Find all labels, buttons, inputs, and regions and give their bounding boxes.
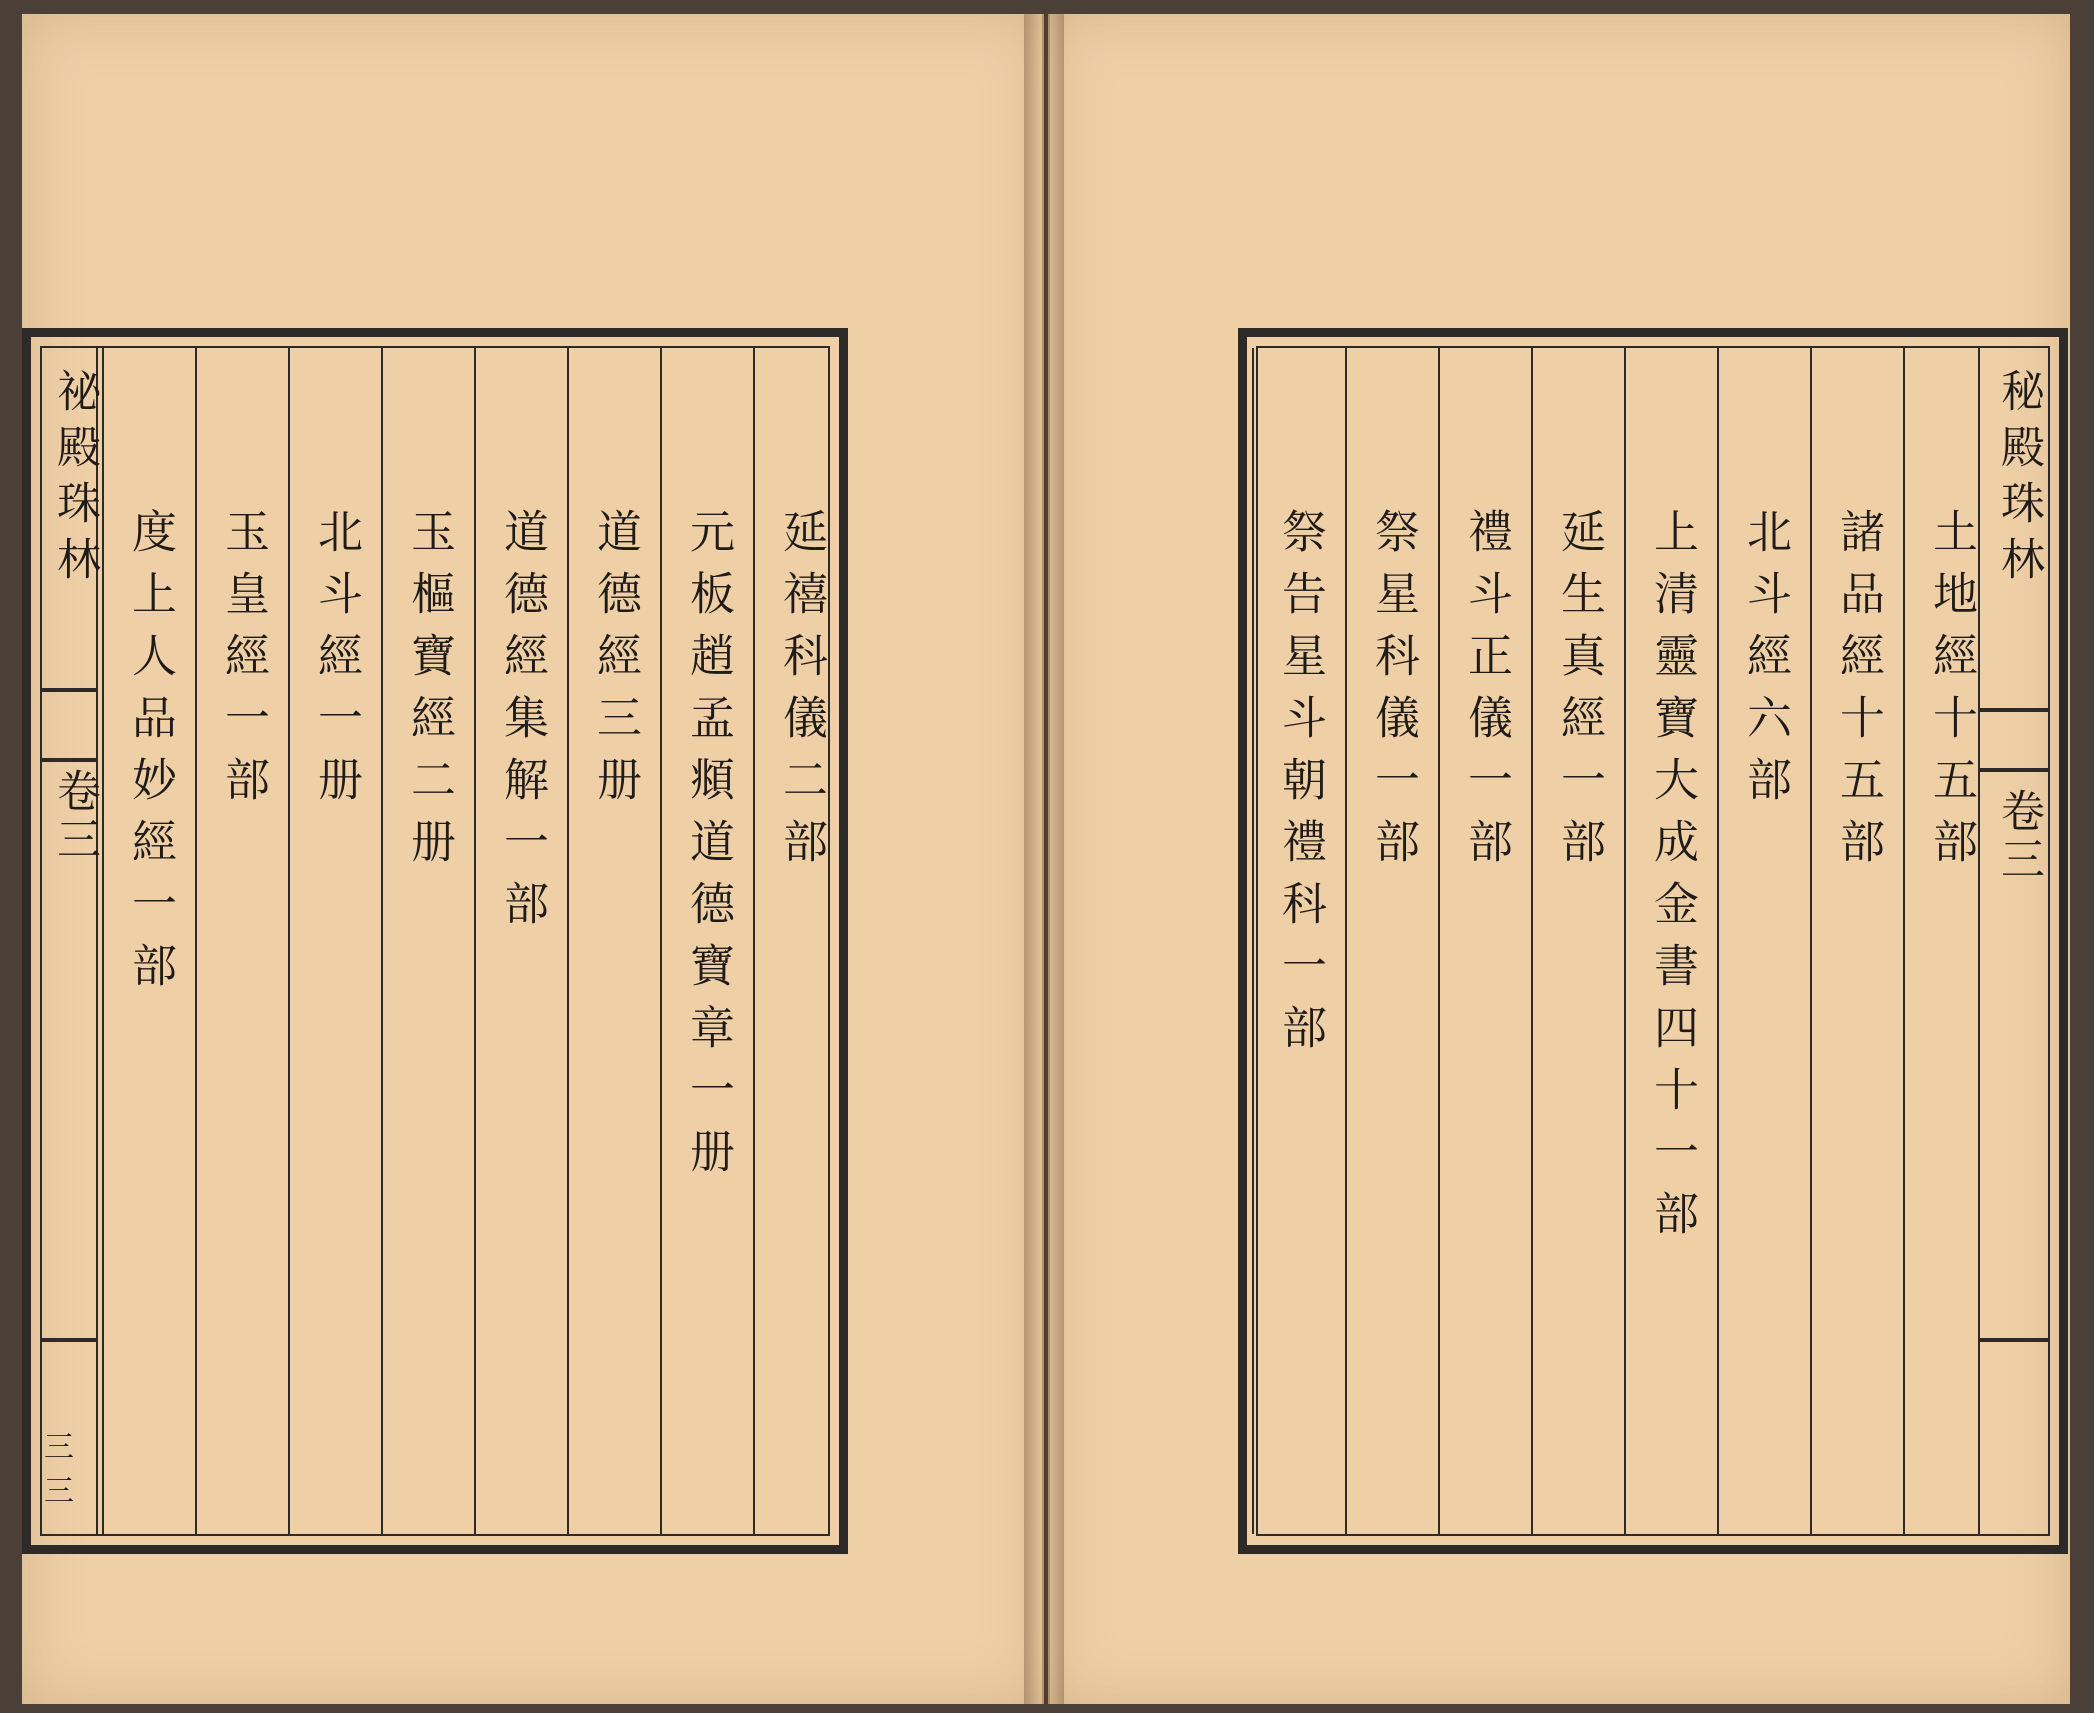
text-column: 禮斗正儀一部 xyxy=(1460,508,1513,880)
left-page-frame xyxy=(22,328,848,1554)
fish-tail-mark xyxy=(40,688,96,692)
text-column: 玉皇經一部 xyxy=(217,508,270,818)
column-rule xyxy=(753,348,755,1534)
text-column: 玉樞寶經二册 xyxy=(403,508,456,880)
column-rule xyxy=(1717,348,1719,1534)
column-rule xyxy=(567,348,569,1534)
text-column: 祭星科儀一部 xyxy=(1367,508,1420,880)
column-rule xyxy=(1903,348,1905,1534)
page-number: 三三 xyxy=(44,1430,76,1509)
spine-volume: 卷三 xyxy=(1993,788,2044,884)
spine-volume: 卷三 xyxy=(49,768,100,864)
spine-title: 秘殿珠林 xyxy=(1993,368,2044,592)
text-column: 延生真經一部 xyxy=(1553,508,1606,880)
spine-title: 祕殿珠林 xyxy=(49,368,100,592)
fish-tail-mark xyxy=(40,758,96,762)
left-page-inner-border xyxy=(40,346,830,1536)
right-page-inner-border xyxy=(1256,346,2050,1536)
column-rule xyxy=(1810,348,1812,1534)
book-gutter xyxy=(1024,14,1064,1704)
column-rule xyxy=(1624,348,1626,1534)
text-column: 度上人品妙經一部 xyxy=(124,508,177,1004)
text-column: 道德經三册 xyxy=(589,508,642,818)
text-column: 元板趙孟頫道德寶章一册 xyxy=(682,508,735,1190)
column-rule xyxy=(195,348,197,1534)
text-column: 北斗經六部 xyxy=(1739,508,1792,818)
text-column: 上清靈寶大成金書四十一部 xyxy=(1646,508,1699,1252)
right-page-spine xyxy=(1978,348,2050,1534)
column-rule xyxy=(102,348,104,1534)
fish-tail-mark xyxy=(1980,708,2050,712)
text-column: 北斗經一册 xyxy=(310,508,363,818)
column-rule xyxy=(1252,348,1254,1534)
fish-tail-mark xyxy=(40,1338,96,1342)
column-rule xyxy=(288,348,290,1534)
column-rule xyxy=(1438,348,1440,1534)
text-column: 祭告星斗朝禮科一部 xyxy=(1274,508,1327,1066)
column-rule xyxy=(660,348,662,1534)
column-rule xyxy=(1531,348,1533,1534)
left-page-spine xyxy=(40,348,98,1534)
fish-tail-mark xyxy=(1980,768,2050,772)
text-column: 諸品經十五部 xyxy=(1832,508,1885,880)
text-column: 延禧科儀二部 xyxy=(775,508,828,880)
right-page-frame xyxy=(1238,328,2068,1554)
column-rule xyxy=(474,348,476,1534)
column-rule xyxy=(1345,348,1347,1534)
text-column: 土地經十五部 xyxy=(1925,508,1978,880)
fish-tail-mark xyxy=(1980,1338,2050,1342)
text-column: 道德經集解一部 xyxy=(496,508,549,942)
column-rule xyxy=(381,348,383,1534)
